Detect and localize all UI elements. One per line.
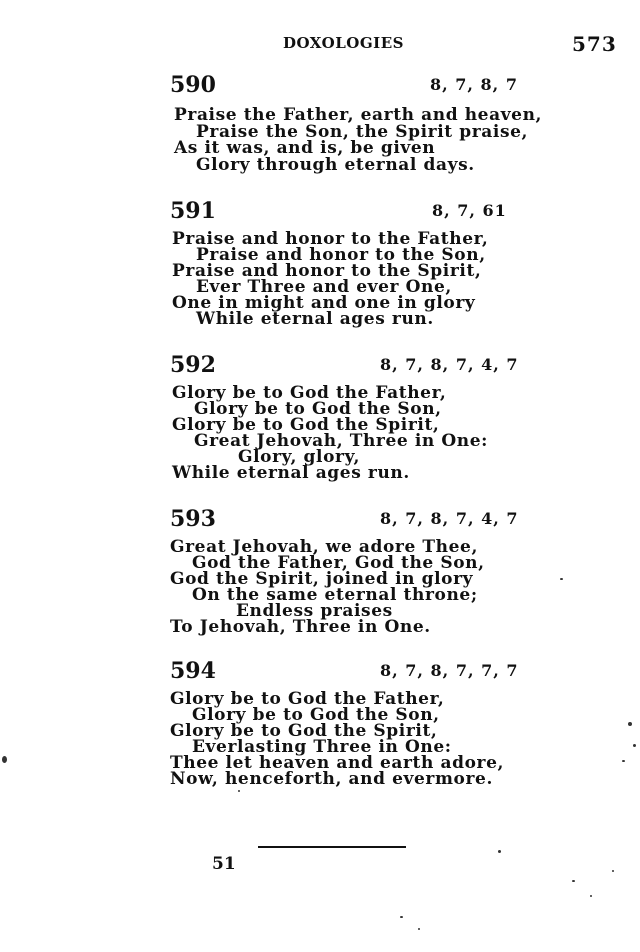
hymn-line: Glory through eternal days. (196, 155, 475, 175)
page-header-title: DOXOLOGIES (283, 34, 404, 52)
scan-speck (633, 744, 636, 747)
scan-speck (2, 756, 7, 763)
hymn-number: 591 (170, 198, 216, 224)
page-number: 573 (572, 32, 617, 56)
hymn-line: Praise and honor to the Spirit, (172, 261, 482, 281)
hymn-line: On the same eternal throne; (192, 585, 478, 605)
hymn-line: Glory be to God the Father, (170, 689, 445, 709)
hymn-number: 594 (170, 658, 216, 684)
hymn-line: One in might and one in glory (172, 293, 476, 313)
footer-rule (258, 846, 406, 848)
scan-speck (622, 760, 625, 762)
hymn-line: Great Jehovah, Three in One: (194, 431, 489, 451)
hymn-line: Now, henceforth, and evermore. (170, 769, 493, 789)
hymn-meter: 8, 7, 8, 7 (430, 75, 518, 94)
hymn-line: Glory, glory, (238, 447, 360, 467)
hymn-meter: 8, 7, 61 (432, 201, 507, 220)
hymn-line: Glory be to God the Father, (172, 383, 447, 403)
hymn-meter: 8, 7, 8, 7, 7, 7 (380, 661, 519, 680)
hymn-line: Praise and honor to the Son, (196, 245, 486, 265)
scan-speck (498, 850, 501, 853)
hymn-line: Glory be to God the Son, (192, 705, 440, 725)
scan-speck (400, 916, 403, 918)
hymn-line: While eternal ages run. (196, 309, 434, 329)
scan-speck (590, 895, 592, 897)
scan-speck (572, 880, 575, 882)
hymn-meter: 8, 7, 8, 7, 4, 7 (380, 355, 519, 374)
scan-speck (560, 578, 563, 580)
scan-speck (238, 790, 240, 792)
hymn-line: Praise the Son, the Spirit praise, (196, 122, 529, 142)
hymn-number: 592 (170, 352, 216, 378)
hymn-line: God the Spirit, joined in glory (170, 569, 474, 589)
hymn-number: 590 (170, 72, 216, 98)
hymn-number: 593 (170, 506, 216, 532)
hymn-line: Everlasting Three in One: (192, 737, 452, 757)
scan-speck (612, 870, 614, 872)
hymn-line: Endless praises (236, 601, 393, 621)
scan-speck (628, 722, 632, 726)
hymn-line: While eternal ages run. (172, 463, 410, 483)
signature-number: 51 (212, 854, 236, 874)
hymn-line: Thee let heaven and earth adore, (170, 753, 504, 773)
hymn-line: As it was, and is, be given (174, 138, 436, 158)
hymn-line: Ever Three and ever One, (196, 277, 452, 297)
hymn-line: Great Jehovah, we adore Thee, (170, 537, 478, 557)
hymn-line: Glory be to God the Spirit, (172, 415, 440, 435)
hymn-meter: 8, 7, 8, 7, 4, 7 (380, 509, 519, 528)
hymn-line: Praise the Father, earth and heaven, (174, 105, 543, 125)
hymn-line: Glory be to God the Son, (194, 399, 442, 419)
hymn-line: To Jehovah, Three in One. (170, 617, 431, 637)
hymn-line: Praise and honor to the Father, (172, 229, 489, 249)
scan-speck (418, 928, 420, 930)
hymn-line: God the Father, God the Son, (192, 553, 485, 573)
hymn-line: Glory be to God the Spirit, (170, 721, 438, 741)
